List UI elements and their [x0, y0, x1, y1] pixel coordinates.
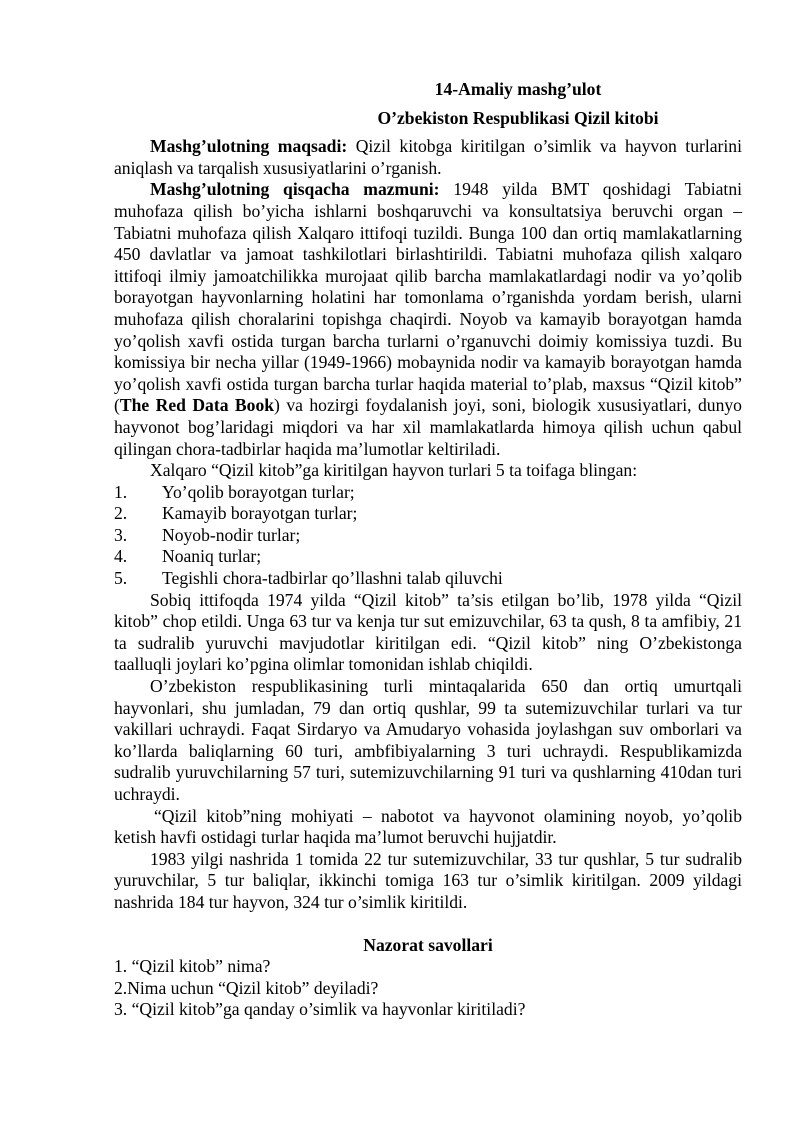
goal-paragraph — [114, 136, 742, 179]
goal-label: Mashg’ulotning maqsadi: — [150, 136, 348, 157]
list-item-number: 1. — [114, 481, 128, 502]
list-item — [114, 546, 742, 568]
list-item-number: 4. — [114, 546, 128, 567]
categories-list — [114, 482, 742, 590]
list-item-text: Noyob-nodir turlar; — [162, 524, 301, 545]
question-item: 1. “Qizil kitob” nima? — [114, 956, 271, 977]
page-title: 14-Amaliy mashg’ulot — [434, 79, 602, 99]
goal-text: Qizil kitobga kiritilgan o’simlik va hayvon turlarini aniqlash va tarqalish xususiyatlarini o’rganish. — [114, 136, 742, 178]
list-item — [114, 503, 742, 525]
summary-label: Mashg’ulotning qisqacha mazmuni: — [150, 179, 440, 200]
question-item: 2.Nima uchun “Qizil kitob” deyiladi? — [114, 977, 379, 998]
list-item-text: Kamayib borayotgan turlar; — [162, 503, 358, 524]
section-spacer — [114, 914, 742, 935]
soviet-paragraph: Sobiq ittifoqda 1974 yilda “Qizil kitob” ta’sis etilgan bo’lib, 1978 yilda “Qizil kitob” chop etildi. Unga 63 tur va kenja tur sut emizuvchilar, 63 ta qush, 8 ta amfibiy, 21 ta sudralib yuruvchi mavjudotlar kiritilgan edi. “Qizil kitob” ning O’zbekistonga taalluqli joylari ko’pgina olimlar tomonidan ishlab chiqildi. — [114, 589, 742, 675]
questions-title: Nazorat savollari — [363, 934, 493, 955]
summary-bold-term: The Red Data Book — [119, 395, 275, 416]
summary-text-after: ) va hozirgi foydalanish joyi, soni, biologik xususiyatlari, dunyo hayvonot bog’laridagi miqdori va har xil mamlakatlarda himoya qilish uchun qabul qilingan chora-tadbirlar haqida ma’lumotlar keltiriladi. — [114, 395, 742, 459]
list-item — [114, 568, 742, 590]
uzbekistan-paragraph: O’zbekiston respublikasining turli mintaqalarida 650 dan ortiq umurtqali hayvonlari, shu jumladan, 79 dan ortiq qushlar, 99 ta sutemizuvchilar turlari va tur vakillari uchraydi. Faqat Sirdaryo va Amudaryo vohasida joylashgan suv omborlari va ko’llarda baliqlarning 60 turi, ambfibiyalarning 3 turi uchraydi. Respublikamizda sudralib yuruvchilarning 57 turi, sutemizuvchilarning 91 turi va qushlarning 410dan turi uchraydi. — [114, 676, 742, 804]
essence-paragraph: “Qizil kitob”ning mohiyati – nabotot va hayvonot olamining noyob, yo’qolib ketish havfi ostidagi turlar haqida ma’lumot beruvchi hujjatdir. — [114, 805, 742, 848]
list-item — [114, 525, 742, 547]
question-item: 3. “Qizil kitob”ga qanday o’simlik va hayvonlar kiritiladi? — [114, 999, 526, 1020]
list-item-number: 3. — [114, 524, 128, 545]
editions-paragraph: 1983 yilgi nashrida 1 tomida 22 tur sutemizuvchilar, 33 tur qushlar, 5 tur sudralib yuruvchilar, 5 tur baliqlar, ikkinchi tomiga 163 tur o’simlik kiritilgan. 2009 yildagi nashrida 184 tur hayvon, 324 tur o’simlik kiritildi. — [114, 848, 742, 912]
summary-text-before: 1948 yilda BMT qoshidagi Tabiatni muhofaza qilish bo’yicha ishlarni boshqaruvchi va konsultatsiya beruvchi organ – Tabiatni muhofaza qilish Xalqaro ittifoqi tuzildi. Bunga 100 dan ortiq mamlakatlarning 450 davlatlar va jamoat tashkilotlari birlashtirildi. Tabiatni muhofaza qilish xalqaro ittifoqi ilmiy jamoatchilikka murojaat qilib barcha mamlakatlardagi nodir va yo’qolib borayotgan hayvonlarning holatini har tomonlama o’rganishda yordam berish, ularni muhofaza qilish choralarini topishga chaqirdi. Noyob va kamayib borayotgan hamda yo’qolish xavfi ostida turgan barcha turlarni o’rganuvchi doimiy komissiya tuzdi. Bu komissiya bir necha yillar (1949-1966) mobaynida nodir va kamayib borayotgan hamda yo’qolish xavfi ostida turgan barcha turlar haqida material to’plab, maxsus “Qizil kitob” ( — [114, 179, 742, 416]
list-item-text: Noaniq turlar; — [162, 546, 262, 567]
page-subtitle: O’zbekiston Respublikasi Qizil kitobi — [377, 107, 659, 128]
list-item-number: 2. — [114, 503, 128, 524]
summary-paragraph — [114, 179, 742, 460]
list-item-text: Yo’qolib borayotgan turlar; — [162, 481, 355, 502]
categories-intro: Xalqaro “Qizil kitob”ga kiritilgan hayvon turlari 5 ta toifaga blingan: — [150, 460, 638, 481]
list-item — [114, 482, 742, 504]
list-item-number: 5. — [114, 568, 128, 589]
list-item-text: Tegishli chora-tadbirlar qo’llashni talab qiluvchi — [162, 568, 503, 589]
